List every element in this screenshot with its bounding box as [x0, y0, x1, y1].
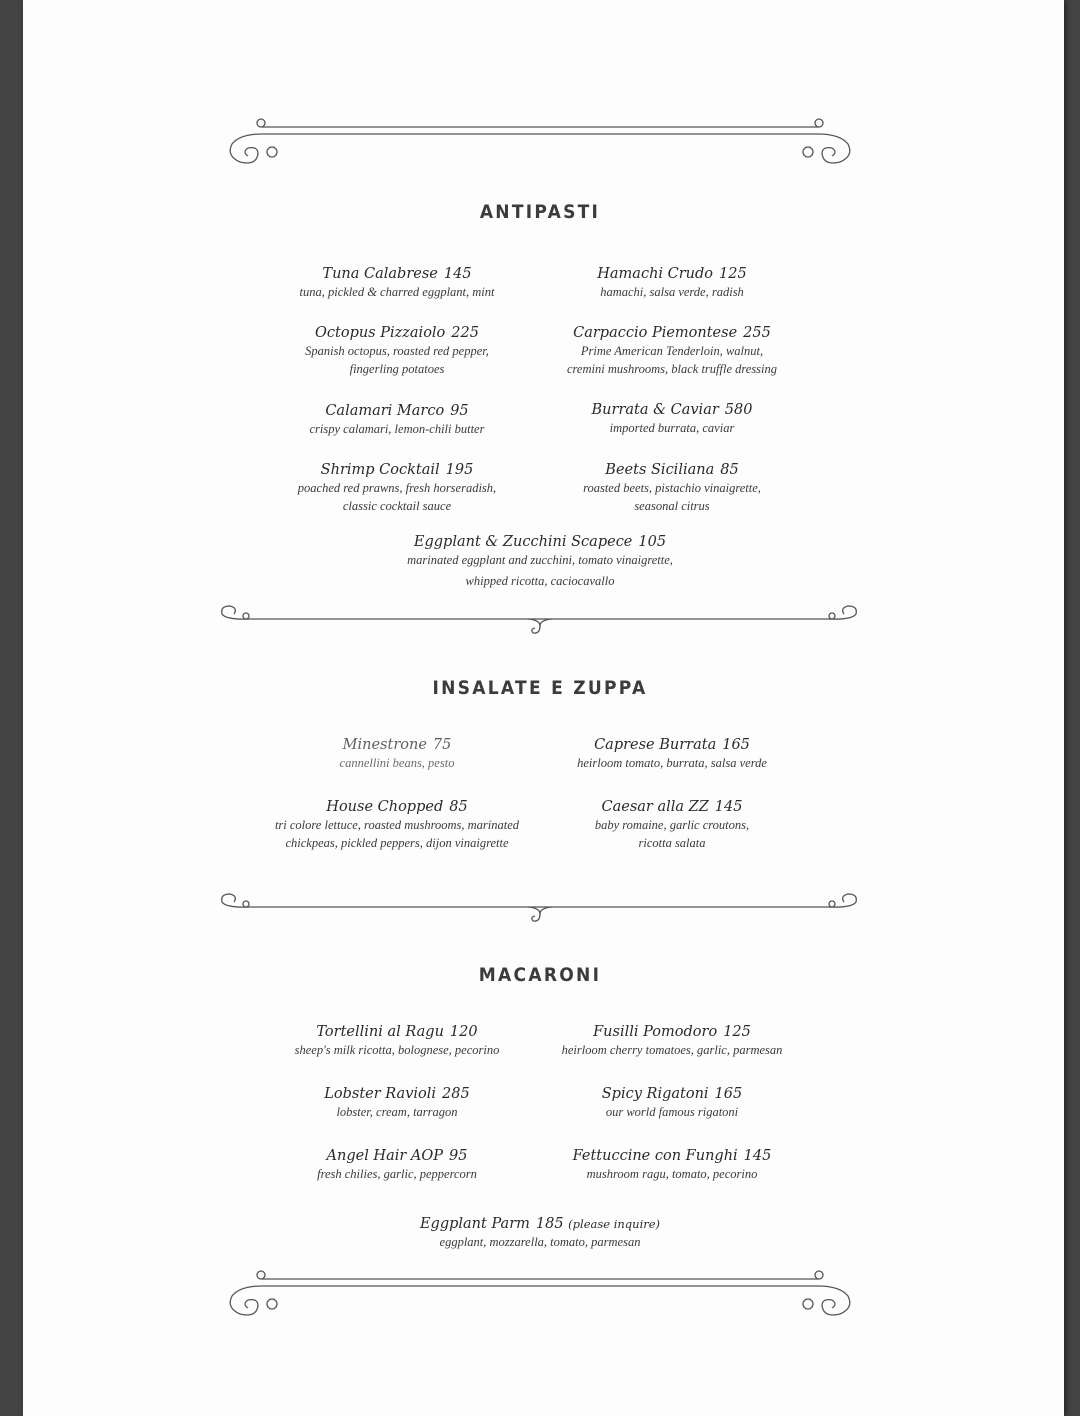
- item-name: Tortellini al Ragu 120: [316, 1024, 478, 1040]
- item-description: Prime American Tenderloin, walnut,: [580, 344, 764, 358]
- item-name: Caesar alla ZZ 145: [601, 799, 743, 815]
- ornament-divider: [0, 598, 1080, 658]
- item-description: cannellini beans, pesto: [339, 756, 455, 770]
- menu-item: [237, 736, 557, 772]
- item-description: imported burrata, caviar: [609, 421, 735, 435]
- menu-item: [320, 1215, 760, 1251]
- ornament-divider: [0, 886, 1080, 946]
- item-name: Hamachi Crudo 125: [597, 266, 747, 282]
- menu-item: [237, 1023, 557, 1059]
- menu-item: [512, 1147, 832, 1183]
- item-description: fingerling potatoes: [349, 362, 445, 376]
- item-description: seasonal citrus: [634, 499, 710, 513]
- item-description: ricotta salata: [638, 836, 706, 850]
- item-name: Eggplant Parm 185 (please inquire): [419, 1216, 661, 1232]
- menu-item: [237, 1147, 557, 1183]
- item-description: hamachi, salsa verde, radish: [600, 285, 744, 299]
- item-description: tuna, pickled & charred eggplant, mint: [299, 285, 495, 299]
- menu-item: [512, 736, 832, 772]
- item-description: sheep's milk ricotta, bolognese, pecorino: [294, 1043, 500, 1057]
- menu-item: [237, 402, 557, 438]
- item-description: crispy calamari, lemon-chili butter: [309, 422, 485, 436]
- item-description: lobster, cream, tarragon: [336, 1105, 458, 1119]
- item-name: Eggplant & Zucchini Scapece 105: [413, 534, 667, 550]
- item-name: Shrimp Cocktail 195: [320, 462, 474, 478]
- menu-item: [512, 798, 832, 852]
- item-name: Tuna Calabrese 145: [322, 266, 472, 282]
- menu-item: [237, 265, 557, 301]
- item-name: Angel Hair AOP 95: [326, 1148, 468, 1164]
- item-name: Burrata & Caviar 580: [591, 402, 753, 418]
- item-name: Calamari Marco 95: [325, 403, 469, 419]
- section-heading-macaroni: MACARONI: [478, 964, 602, 986]
- menu-item: [237, 324, 557, 378]
- item-name: Caprese Burrata 165: [594, 737, 750, 753]
- item-name: Fusilli Pomodoro 125: [593, 1024, 751, 1040]
- menu-item: [237, 1085, 557, 1121]
- item-description: whipped ricotta, caciocavallo: [465, 574, 615, 588]
- section-heading-insalate-e-zuppa: INSALATE E ZUPPA: [432, 677, 648, 699]
- item-name: Octopus Pizzaiolo 225: [315, 325, 479, 341]
- section-heading-antipasti: ANTIPASTI: [479, 201, 601, 223]
- item-description: classic cocktail sauce: [342, 499, 452, 513]
- item-name: Lobster Ravioli 285: [324, 1086, 470, 1102]
- item-description: baby romaine, garlic croutons,: [594, 818, 750, 832]
- item-name: Minestrone 75: [342, 737, 452, 753]
- menu-item: [512, 401, 832, 437]
- item-description: our world famous rigatoni: [605, 1105, 739, 1119]
- menu-item: [237, 461, 557, 515]
- item-name: Spicy Rigatoni 165: [601, 1086, 743, 1102]
- item-name: House Chopped 85: [326, 799, 468, 815]
- item-note: (please inquire): [568, 1217, 661, 1231]
- item-description: fresh chilies, garlic, peppercorn: [317, 1167, 477, 1181]
- menu-item: [237, 798, 557, 852]
- item-description: eggplant, mozzarella, tomato, parmesan: [439, 1235, 641, 1249]
- menu-item: [512, 265, 832, 301]
- menu-item: [512, 1085, 832, 1121]
- bottom-ornament-divider: [0, 1264, 1080, 1324]
- item-description: heirloom tomato, burrata, salsa verde: [577, 756, 767, 770]
- item-description: mushroom ragu, tomato, pecorino: [586, 1167, 758, 1181]
- top-ornament-divider: [0, 112, 1080, 172]
- item-description: marinated eggplant and zucchini, tomato vinaigrette,: [407, 553, 673, 567]
- item-description: roasted beets, pistachio vinaigrette,: [583, 481, 761, 495]
- menu-item: [512, 461, 832, 515]
- item-description: Spanish octopus, roasted red pepper,: [305, 344, 489, 358]
- menu-item: [320, 533, 760, 590]
- menu-item: [512, 1023, 832, 1059]
- menu-item: [512, 324, 832, 378]
- item-description: chickpeas, pickled peppers, dijon vinaigrette: [285, 836, 509, 850]
- item-name: Carpaccio Piemontese 255: [573, 325, 771, 341]
- item-name: Beets Siciliana 85: [605, 462, 739, 478]
- item-name: Fettuccine con Funghi 145: [572, 1148, 772, 1164]
- item-description: heirloom cherry tomatoes, garlic, parmesan: [561, 1043, 783, 1057]
- item-description: tri colore lettuce, roasted mushrooms, marinated: [274, 818, 520, 832]
- item-description: cremini mushrooms, black truffle dressing: [566, 362, 778, 376]
- item-description: poached red prawns, fresh horseradish,: [297, 481, 497, 495]
